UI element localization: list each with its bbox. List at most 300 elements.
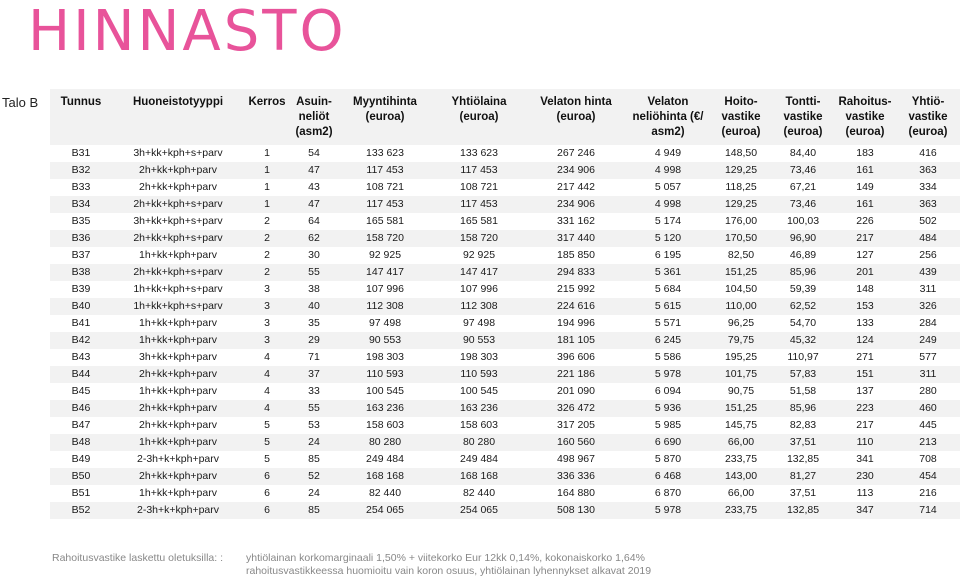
cell-yhtiovastike: 284	[919, 317, 937, 329]
cell-hoitovastike: 176,00	[724, 215, 758, 227]
cell-asuinneliot: 54	[308, 147, 320, 159]
table-row	[50, 145, 960, 162]
cell-myyntihinta: 249 484	[366, 453, 404, 465]
cell-velaton-neliohinta: 5 870	[654, 453, 682, 465]
column-header-huoneistotyyppi: Huoneistotyyppi	[112, 89, 244, 145]
column-header-velaton-hinta: Velaton hinta (euroa)	[526, 89, 626, 145]
cell-huoneistotyyppi: 3h+kk+kph+s+parv	[133, 147, 223, 159]
cell-yhtiolaina: 133 623	[460, 147, 498, 159]
cell-velaton-hinta: 498 967	[557, 453, 595, 465]
cell-asuinneliot: 64	[308, 215, 320, 227]
cell-tunnus: B44	[50, 366, 112, 383]
cell-yhtiolaina: 163 236	[432, 400, 526, 417]
cell-yhtiolaina: 100 545	[460, 385, 498, 397]
cell-rahoitusvastike: 347	[834, 502, 896, 519]
cell-yhtiovastike: 334	[919, 181, 937, 193]
cell-tonttivastike: 132,85	[772, 502, 834, 519]
cell-velaton-hinta: 185 850	[557, 249, 595, 261]
cell-hoitovastike: 96,25	[727, 317, 755, 329]
cell-myyntihinta: 82 440	[368, 487, 402, 499]
cell-myyntihinta: 168 168	[338, 468, 432, 485]
cell-hoitovastike: 233,75	[710, 502, 772, 519]
cell-velaton-neliohinta: 6 870	[654, 487, 682, 499]
cell-kerros: 5	[264, 419, 270, 431]
cell-tonttivastike: 132,85	[786, 453, 820, 465]
table-row	[50, 366, 960, 383]
cell-asuinneliot: 55	[290, 264, 338, 281]
column-header-velaton-neliohinta: Velaton neliöhinta (€/ asm2)	[626, 89, 710, 145]
cell-yhtiovastike: 708	[919, 453, 937, 465]
cell-huoneistotyyppi: 1h+kk+kph+parv	[112, 332, 244, 349]
cell-rahoitusvastike: 149	[856, 181, 874, 193]
cell-asuinneliot: 55	[290, 400, 338, 417]
cell-hoitovastike: 118,25	[725, 181, 757, 193]
cell-velaton-hinta: 224 616	[526, 298, 626, 315]
cell-tonttivastike: 46,89	[789, 249, 817, 261]
cell-velaton-neliohinta: 6 094	[654, 385, 682, 397]
cell-tunnus: B38	[50, 264, 112, 281]
cell-myyntihinta: 117 453	[338, 162, 432, 179]
cell-hoitovastike: 66,00	[710, 434, 772, 451]
cell-rahoitusvastike: 133	[856, 317, 874, 329]
cell-rahoitusvastike: 230	[834, 468, 896, 485]
cell-myyntihinta: 158 720	[338, 230, 432, 247]
cell-velaton-hinta: 164 880	[557, 487, 595, 499]
cell-rahoitusvastike: 223	[834, 400, 896, 417]
cell-kerros: 6	[264, 487, 270, 499]
cell-yhtiovastike: 484	[896, 230, 960, 247]
cell-velaton-hinta: 221 186	[526, 366, 626, 383]
cell-hoitovastike: 79,75	[710, 332, 772, 349]
cell-asuinneliot: 30	[308, 249, 320, 261]
cell-huoneistotyyppi: 3h+kk+kph+parv	[139, 351, 217, 363]
cell-velaton-neliohinta: 6 195	[654, 249, 682, 261]
cell-velaton-hinta: 294 833	[526, 264, 626, 281]
column-header-kerros: Kerros	[244, 89, 290, 145]
cell-huoneistotyyppi: 3h+kk+kph+s+parv	[133, 215, 223, 227]
cell-tunnus: B39	[71, 283, 91, 295]
cell-velaton-hinta: 194 996	[557, 317, 595, 329]
cell-tonttivastike: 110,97	[787, 351, 819, 363]
cell-velaton-neliohinta: 4 998	[626, 196, 710, 213]
cell-myyntihinta: 108 721	[366, 181, 404, 193]
table-row	[50, 400, 960, 417]
cell-tunnus: B52	[50, 502, 112, 519]
cell-velaton-neliohinta: 5 615	[626, 298, 710, 315]
cell-yhtiolaina: 80 280	[432, 434, 526, 451]
cell-huoneistotyyppi: 2-3h+k+kph+parv	[112, 502, 244, 519]
cell-tonttivastike: 85,96	[772, 400, 834, 417]
cell-yhtiovastike: 363	[896, 162, 960, 179]
cell-kerros: 4	[264, 351, 270, 363]
cell-tunnus: B35	[71, 215, 91, 227]
cell-huoneistotyyppi: 2h+kk+kph+parv	[112, 162, 244, 179]
table-row	[50, 332, 960, 349]
cell-kerros: 4	[244, 366, 290, 383]
cell-tunnus: B51	[71, 487, 91, 499]
cell-kerros: 1	[264, 181, 270, 193]
cell-hoitovastike: 110,00	[710, 298, 772, 315]
cell-rahoitusvastike: 110	[834, 434, 896, 451]
cell-hoitovastike: 66,00	[727, 487, 755, 499]
table-row	[50, 434, 960, 451]
cell-asuinneliot: 24	[308, 487, 320, 499]
table-row	[50, 196, 960, 213]
cell-tunnus: B47	[71, 419, 91, 431]
cell-yhtiolaina: 158 720	[432, 230, 526, 247]
cell-velaton-hinta: 234 906	[526, 196, 626, 213]
cell-kerros: 5	[264, 453, 270, 465]
cell-kerros: 2	[244, 264, 290, 281]
cell-myyntihinta: 165 581	[366, 215, 404, 227]
cell-huoneistotyyppi: 2h+kk+kph+s+parv	[112, 196, 244, 213]
cell-velaton-hinta: 396 606	[557, 351, 595, 363]
cell-yhtiolaina: 107 996	[460, 283, 498, 295]
footnote-label: Rahoitusvastike laskettu oletuksilla: :	[52, 552, 223, 564]
cell-yhtiovastike: 460	[896, 400, 960, 417]
cell-hoitovastike: 104,50	[724, 283, 758, 295]
cell-rahoitusvastike: 113	[856, 487, 874, 499]
cell-rahoitusvastike: 151	[834, 366, 896, 383]
cell-myyntihinta: 133 623	[366, 147, 404, 159]
cell-velaton-neliohinta: 5 361	[626, 264, 710, 281]
cell-tonttivastike: 62,52	[772, 298, 834, 315]
cell-kerros: 1	[244, 162, 290, 179]
cell-myyntihinta: 158 603	[366, 419, 404, 431]
cell-velaton-neliohinta: 5 571	[654, 317, 682, 329]
cell-huoneistotyyppi: 1h+kk+kph+parv	[112, 434, 244, 451]
footnote-line: rahoitusvastikkeessa huomioitu vain koron osuus, yhtiölainan lyhennykset alkavat 2019	[246, 565, 652, 577]
cell-kerros: 3	[244, 298, 290, 315]
cell-hoitovastike: 129,25	[710, 162, 772, 179]
cell-asuinneliot: 43	[308, 181, 320, 193]
table-row	[50, 179, 960, 196]
cell-kerros: 2	[244, 230, 290, 247]
cell-velaton-neliohinta: 5 936	[626, 400, 710, 417]
cell-tunnus: B37	[71, 249, 91, 261]
cell-hoitovastike: 151,25	[710, 400, 772, 417]
cell-rahoitusvastike: 341	[856, 453, 874, 465]
cell-hoitovastike: 101,75	[710, 366, 772, 383]
column-header-asuinneliot: Asuin- neliöt (asm2)	[290, 89, 338, 145]
cell-rahoitusvastike: 153	[834, 298, 896, 315]
cell-myyntihinta: 97 498	[368, 317, 402, 329]
cell-huoneistotyyppi: 2h+kk+kph+parv	[112, 400, 244, 417]
cell-yhtiovastike: 326	[896, 298, 960, 315]
cell-rahoitusvastike: 183	[856, 147, 874, 159]
cell-yhtiovastike: 216	[919, 487, 937, 499]
cell-velaton-hinta: 201 090	[557, 385, 595, 397]
cell-kerros: 2	[264, 215, 270, 227]
cell-tonttivastike: 82,83	[789, 419, 817, 431]
cell-hoitovastike: 129,25	[710, 196, 772, 213]
building-label: Talo B	[2, 95, 39, 110]
cell-yhtiolaina: 249 484	[460, 453, 498, 465]
cell-myyntihinta: 100 545	[366, 385, 404, 397]
cell-yhtiovastike: 577	[919, 351, 937, 363]
cell-velaton-hinta: 181 105	[526, 332, 626, 349]
cell-hoitovastike: 145,75	[724, 419, 758, 431]
cell-tunnus: B48	[50, 434, 112, 451]
cell-rahoitusvastike: 161	[834, 196, 896, 213]
table-row	[50, 298, 960, 315]
cell-huoneistotyyppi: 2h+kk+kph+s+parv	[112, 230, 244, 247]
cell-tonttivastike: 54,70	[789, 317, 817, 329]
cell-kerros: 1	[244, 196, 290, 213]
cell-yhtiolaina: 254 065	[432, 502, 526, 519]
cell-kerros: 2	[264, 249, 270, 261]
cell-tonttivastike: 37,51	[789, 487, 817, 499]
cell-velaton-neliohinta: 5 978	[626, 366, 710, 383]
cell-tunnus: B41	[71, 317, 91, 329]
price-table-container	[50, 89, 960, 519]
cell-asuinneliot: 85	[290, 502, 338, 519]
table-row	[50, 349, 960, 366]
cell-yhtiovastike: 213	[896, 434, 960, 451]
cell-tonttivastike: 96,90	[772, 230, 834, 247]
table-row	[50, 502, 960, 519]
cell-rahoitusvastike: 201	[834, 264, 896, 281]
page-title: HINNASTO	[28, 0, 347, 64]
table-header	[50, 89, 960, 145]
cell-rahoitusvastike: 148	[856, 283, 874, 295]
cell-asuinneliot: 37	[290, 366, 338, 383]
cell-rahoitusvastike: 217	[856, 419, 874, 431]
cell-velaton-hinta: 326 472	[526, 400, 626, 417]
cell-yhtiolaina: 117 453	[432, 196, 526, 213]
cell-asuinneliot: 62	[290, 230, 338, 247]
cell-yhtiolaina: 168 168	[432, 468, 526, 485]
cell-yhtiolaina: 90 553	[432, 332, 526, 349]
column-header-yhtiolaina: Yhtiölaina (euroa)	[432, 89, 526, 145]
table-row	[50, 162, 960, 179]
cell-yhtiovastike: 454	[896, 468, 960, 485]
cell-asuinneliot: 47	[290, 196, 338, 213]
cell-tonttivastike: 59,39	[789, 283, 817, 295]
cell-myyntihinta: 117 453	[338, 196, 432, 213]
table-row	[50, 451, 960, 468]
cell-tonttivastike: 73,46	[772, 196, 834, 213]
cell-tonttivastike: 67,21	[789, 181, 817, 193]
cell-velaton-neliohinta: 6 245	[626, 332, 710, 349]
cell-huoneistotyyppi: 2h+kk+kph+s+parv	[112, 264, 244, 281]
cell-velaton-hinta: 317 440	[526, 230, 626, 247]
cell-kerros: 3	[244, 332, 290, 349]
cell-yhtiolaina: 110 593	[432, 366, 526, 383]
cell-hoitovastike: 82,50	[727, 249, 755, 261]
cell-kerros: 1	[264, 147, 270, 159]
column-header-myyntihinta: Myyntihinta (euroa)	[338, 89, 432, 145]
cell-asuinneliot: 40	[290, 298, 338, 315]
table-row	[50, 247, 960, 264]
cell-yhtiolaina: 158 603	[460, 419, 498, 431]
cell-kerros: 3	[264, 317, 270, 329]
cell-yhtiovastike: 256	[919, 249, 937, 261]
cell-kerros: 6	[244, 502, 290, 519]
cell-myyntihinta: 110 593	[338, 366, 432, 383]
cell-asuinneliot: 52	[290, 468, 338, 485]
table-row	[50, 315, 960, 332]
cell-rahoitusvastike: 271	[856, 351, 874, 363]
cell-velaton-hinta: 267 246	[557, 147, 595, 159]
cell-huoneistotyyppi: 2h+kk+kph+parv	[112, 468, 244, 485]
cell-velaton-neliohinta: 4 998	[626, 162, 710, 179]
cell-yhtiovastike: 363	[896, 196, 960, 213]
cell-velaton-hinta: 336 336	[526, 468, 626, 485]
cell-huoneistotyyppi: 2h+kk+kph+parv	[139, 419, 217, 431]
cell-huoneistotyyppi: 1h+kk+kph+parv	[139, 385, 217, 397]
cell-hoitovastike: 151,25	[710, 264, 772, 281]
cell-hoitovastike: 170,50	[710, 230, 772, 247]
column-header-tonttivastike: Tontti- vastike (euroa)	[772, 89, 834, 145]
column-header-rahoitusvastike: Rahoitus- vastike (euroa)	[834, 89, 896, 145]
cell-tunnus: B46	[50, 400, 112, 417]
cell-yhtiovastike: 249	[896, 332, 960, 349]
cell-velaton-hinta: 317 205	[557, 419, 595, 431]
cell-tunnus: B50	[50, 468, 112, 485]
cell-huoneistotyyppi: 2-3h+k+kph+parv	[136, 453, 220, 465]
cell-tonttivastike: 84,40	[789, 147, 817, 159]
cell-asuinneliot: 85	[308, 453, 320, 465]
cell-yhtiovastike: 311	[919, 283, 937, 295]
column-header-tunnus: Tunnus	[50, 89, 112, 145]
cell-velaton-hinta: 331 162	[557, 215, 595, 227]
cell-tonttivastike: 45,32	[772, 332, 834, 349]
cell-yhtiolaina: 117 453	[432, 162, 526, 179]
cell-yhtiovastike: 502	[919, 215, 937, 227]
cell-asuinneliot: 33	[308, 385, 320, 397]
cell-tonttivastike: 81,27	[772, 468, 834, 485]
cell-velaton-neliohinta: 6 468	[626, 468, 710, 485]
cell-velaton-neliohinta: 5 057	[654, 181, 682, 193]
cell-velaton-neliohinta: 6 690	[626, 434, 710, 451]
cell-myyntihinta: 80 280	[338, 434, 432, 451]
cell-velaton-hinta: 508 130	[526, 502, 626, 519]
table-header-row	[50, 89, 960, 145]
cell-tonttivastike: 73,46	[772, 162, 834, 179]
cell-tunnus: B36	[50, 230, 112, 247]
table-row	[50, 281, 960, 298]
cell-myyntihinta: 90 553	[338, 332, 432, 349]
cell-asuinneliot: 35	[308, 317, 320, 329]
cell-velaton-neliohinta: 5 985	[654, 419, 682, 431]
cell-tunnus: B33	[71, 181, 91, 193]
table-row	[50, 417, 960, 434]
cell-asuinneliot: 71	[308, 351, 320, 363]
cell-tonttivastike: 85,96	[772, 264, 834, 281]
cell-asuinneliot: 53	[308, 419, 320, 431]
cell-hoitovastike: 233,75	[724, 453, 758, 465]
column-header-hoitovastike: Hoito- vastike (euroa)	[710, 89, 772, 145]
cell-velaton-hinta: 234 906	[526, 162, 626, 179]
cell-tunnus: B40	[50, 298, 112, 315]
cell-rahoitusvastike: 226	[856, 215, 874, 227]
cell-asuinneliot: 29	[290, 332, 338, 349]
cell-rahoitusvastike: 161	[834, 162, 896, 179]
cell-huoneistotyyppi: 1h+kk+kph+parv	[139, 487, 217, 499]
cell-myyntihinta: 147 417	[338, 264, 432, 281]
cell-velaton-neliohinta: 4 949	[654, 147, 682, 159]
cell-yhtiolaina: 165 581	[460, 215, 498, 227]
cell-velaton-neliohinta: 5 174	[654, 215, 682, 227]
cell-huoneistotyyppi: 1h+kk+kph+parv	[139, 317, 217, 329]
cell-hoitovastike: 148,50	[724, 147, 758, 159]
cell-huoneistotyyppi: 2h+kk+kph+parv	[139, 181, 217, 193]
cell-huoneistotyyppi: 1h+kk+kph+parv	[139, 249, 217, 261]
cell-rahoitusvastike: 124	[834, 332, 896, 349]
cell-yhtiolaina: 108 721	[460, 181, 498, 193]
cell-kerros: 4	[244, 400, 290, 417]
cell-myyntihinta: 198 303	[366, 351, 404, 363]
cell-tonttivastike: 37,51	[772, 434, 834, 451]
cell-huoneistotyyppi: 1h+kk+kph+s+parv	[133, 283, 223, 295]
cell-kerros: 6	[244, 468, 290, 485]
table-row	[50, 230, 960, 247]
cell-velaton-hinta: 215 992	[557, 283, 595, 295]
cell-asuinneliot: 24	[290, 434, 338, 451]
cell-huoneistotyyppi: 1h+kk+kph+s+parv	[112, 298, 244, 315]
cell-kerros: 4	[264, 385, 270, 397]
table-row	[50, 485, 960, 502]
table-row	[50, 468, 960, 485]
cell-myyntihinta: 107 996	[366, 283, 404, 295]
cell-kerros: 3	[264, 283, 270, 295]
cell-rahoitusvastike: 127	[856, 249, 874, 261]
cell-myyntihinta: 92 925	[368, 249, 402, 261]
cell-velaton-hinta: 217 442	[557, 181, 595, 193]
cell-tonttivastike: 100,03	[786, 215, 820, 227]
cell-hoitovastike: 195,25	[724, 351, 758, 363]
cell-yhtiovastike: 311	[896, 366, 960, 383]
cell-tunnus: B42	[50, 332, 112, 349]
cell-yhtiovastike: 439	[896, 264, 960, 281]
cell-yhtiovastike: 445	[919, 419, 937, 431]
cell-rahoitusvastike: 137	[856, 385, 874, 397]
cell-myyntihinta: 163 236	[338, 400, 432, 417]
cell-myyntihinta: 112 308	[338, 298, 432, 315]
cell-asuinneliot: 38	[308, 283, 320, 295]
cell-yhtiovastike: 714	[896, 502, 960, 519]
table-row	[50, 264, 960, 281]
cell-yhtiovastike: 416	[919, 147, 937, 159]
cell-kerros: 5	[244, 434, 290, 451]
cell-tonttivastike: 51,58	[789, 385, 817, 397]
cell-yhtiolaina: 92 925	[462, 249, 496, 261]
cell-yhtiolaina: 147 417	[432, 264, 526, 281]
cell-myyntihinta: 254 065	[338, 502, 432, 519]
cell-huoneistotyyppi: 2h+kk+kph+parv	[112, 366, 244, 383]
cell-tonttivastike: 57,83	[772, 366, 834, 383]
cell-tunnus: B32	[50, 162, 112, 179]
cell-tunnus: B45	[71, 385, 91, 397]
price-table	[50, 89, 960, 519]
footnote-line: yhtiölainan korkomarginaali 1,50% + viitekorko Eur 12kk 0,14%, kokonaiskorko 1,64%	[246, 552, 645, 564]
cell-velaton-neliohinta: 5 684	[654, 283, 682, 295]
cell-yhtiovastike: 280	[919, 385, 937, 397]
table-row	[50, 213, 960, 230]
cell-yhtiolaina: 112 308	[432, 298, 526, 315]
cell-rahoitusvastike: 217	[834, 230, 896, 247]
footnote-text	[246, 552, 651, 578]
cell-yhtiolaina: 198 303	[460, 351, 498, 363]
table-row	[50, 383, 960, 400]
cell-velaton-neliohinta: 5 120	[626, 230, 710, 247]
cell-yhtiolaina: 97 498	[462, 317, 496, 329]
table-body	[50, 145, 960, 519]
cell-velaton-hinta: 160 560	[526, 434, 626, 451]
cell-velaton-neliohinta: 5 978	[626, 502, 710, 519]
cell-tunnus: B31	[71, 147, 91, 159]
